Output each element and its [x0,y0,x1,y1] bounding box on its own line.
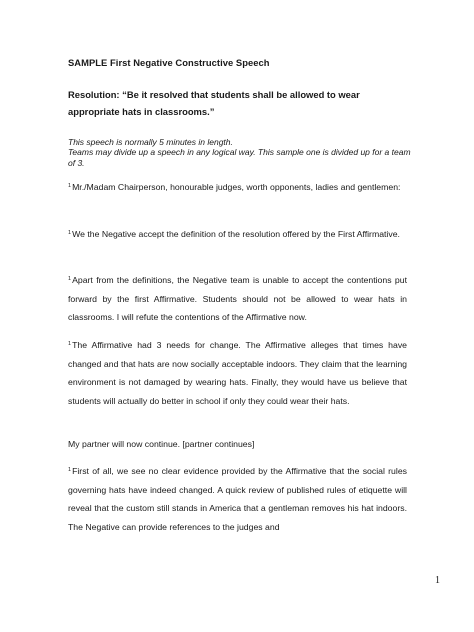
paragraph-partner: My partner will now continue. [partner continues] [68,439,255,449]
paragraph-text: We the Negative accept the definition of the resolution offered by the First Affirmative. [72,229,400,239]
speech-note [68,137,412,168]
speech-note-length: This speech is normally 5 minutes in length. [68,137,233,147]
speaker-mark: 1 [68,276,72,282]
paragraph-greeting [68,177,407,197]
paragraph-text: First of all, we see no clear evidence provided by the Affirmative that the social rules governing hats have indeed changed. A quick review of published rules of etiquette will reveal that the custom still stands in America that a gentleman removes his hat indoors. The Negative can provide references to the judges and [68,466,407,532]
speech-note-division: Teams may divide up a speech in any logical way. This sample one is divided up for a team of 3. [68,147,411,168]
paragraph-definition [68,224,407,244]
paragraph-text: Mr./Madam Chairperson, honourable judges, worth opponents, ladies and gentlemen: [72,182,401,192]
speaker-mark: 1 [68,341,72,347]
document-page [68,0,440,632]
paragraph-needs [68,335,407,410]
speaker-mark: 1 [68,230,72,236]
paragraph-contentions [68,270,407,327]
page-number: 1 [435,575,440,586]
paragraph-text: The Affirmative had 3 needs for change. The Affirmative alleges that times have changed and that hats are now socially acceptable indoors. They claim that the learning environment is not damaged by wearing hats. Finally, they would have us believe that students will actually do better in school if only they could wear their hats. [68,340,407,406]
document-title: SAMPLE First Negative Constructive Speech [68,57,270,68]
speaker-mark: 1 [68,183,72,189]
speaker-mark: 1 [68,467,72,473]
resolution-statement: Resolution: “Be it resolved that students shall be allowed to wear appropriate hats in classrooms.” [68,89,360,117]
paragraph-evidence [68,461,407,536]
paragraph-text: Apart from the definitions, the Negative team is unable to accept the contentions put forward by the first Affirmative. Students should not be allowed to wear hats in classrooms. I will refute the contentions of the Affirmative now. [68,275,407,323]
